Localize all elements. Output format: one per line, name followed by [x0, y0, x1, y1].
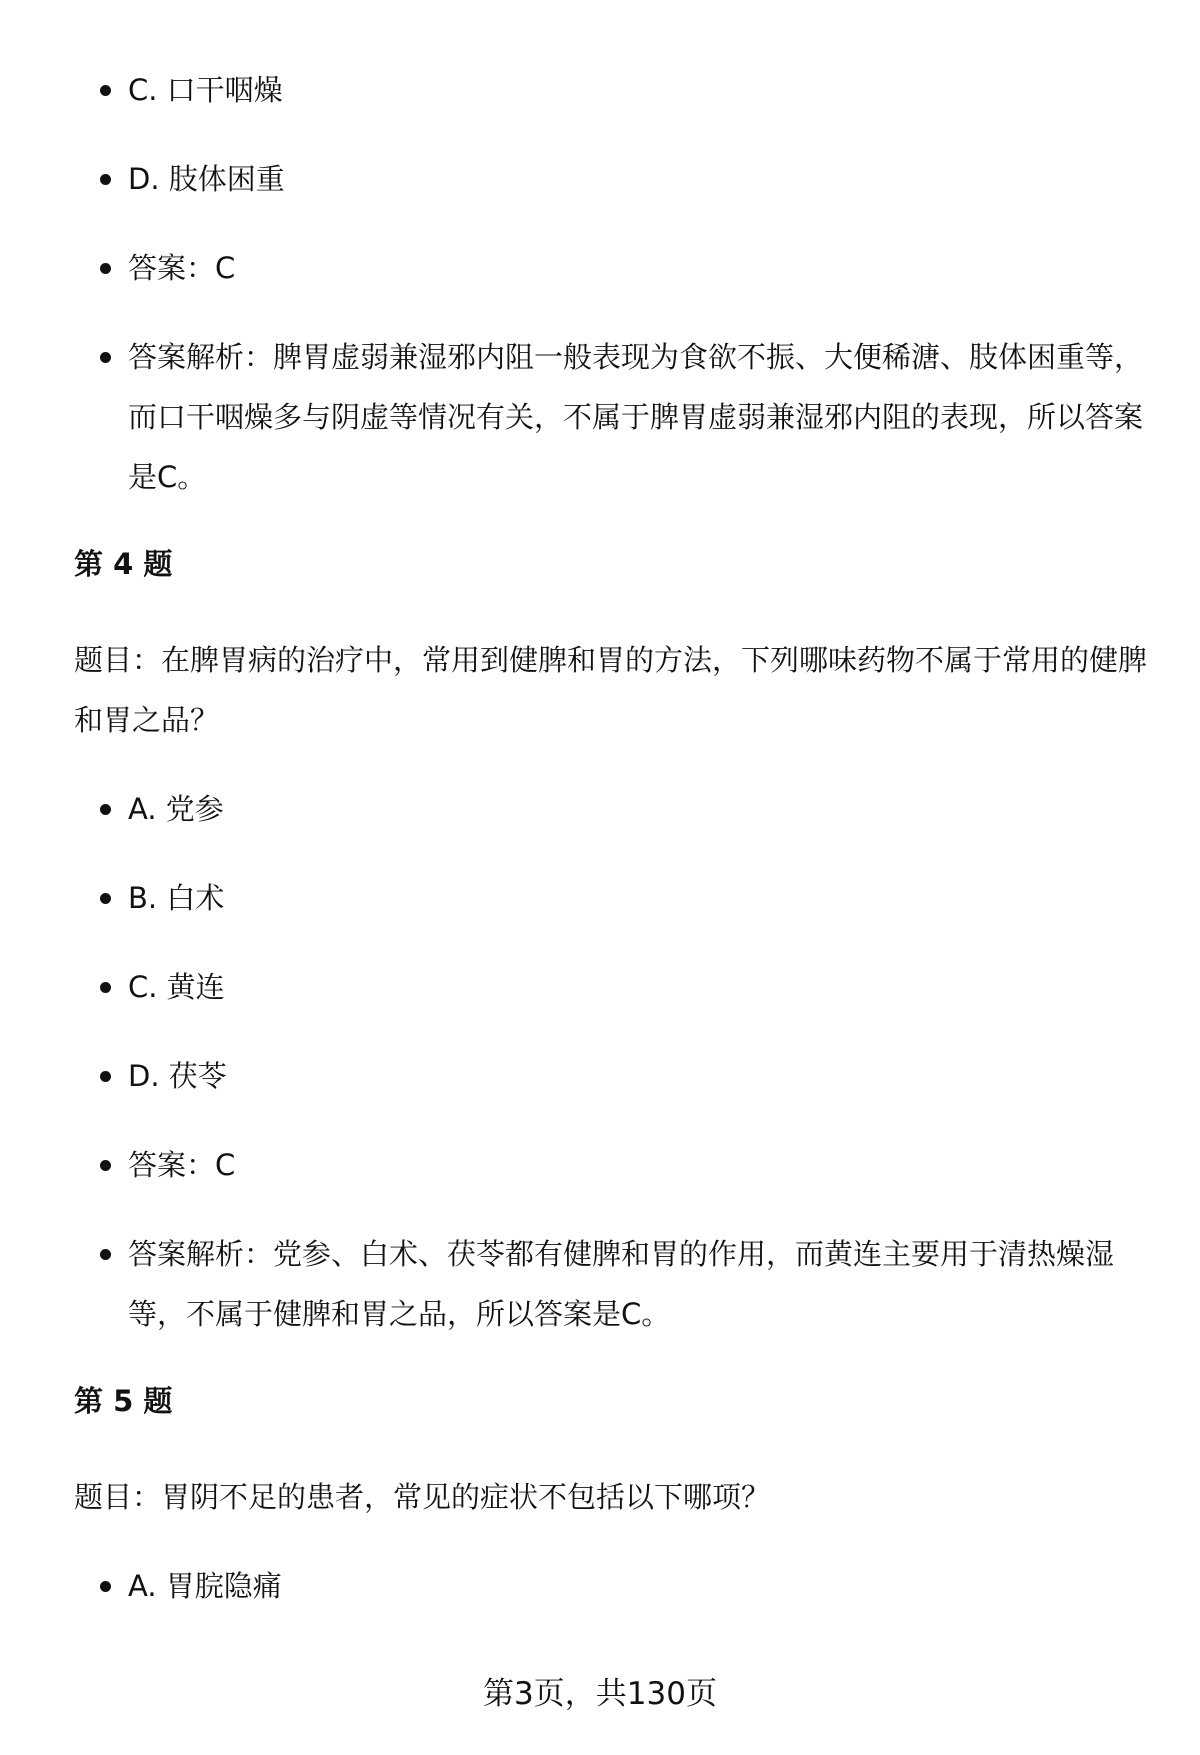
question-4-heading: 第 4 题: [74, 547, 173, 581]
answer-explanation: 答案解析：党参、白术、茯苓都有健脾和胃的作用，而黄连主要用于清热燥湿等，不属于健脾和胃之品，所以答案是C。: [74, 1224, 1154, 1344]
q4-list: [74, 779, 1154, 1344]
page-content: [74, 60, 1154, 1645]
question-5-text: 题目：胃阴不足的患者，常见的症状不包括以下哪项？: [74, 1480, 771, 1514]
option-d: D. 茯苓: [74, 1046, 1154, 1106]
option-b: B. 白术: [74, 868, 1154, 928]
question-5-heading: 第 5 题: [74, 1384, 173, 1418]
answer-explanation: 答案解析：脾胃虚弱兼湿邪内阻一般表现为食欲不振、大便稀溏、肢体困重等，而口干咽燥多与阴虚等情况有关，不属于脾胃虚弱兼湿邪内阻的表现，所以答案是C。: [74, 327, 1154, 507]
answer: 答案：C: [74, 238, 1154, 298]
q3-continued-list: [74, 60, 1154, 507]
option-a: A. 党参: [74, 779, 1154, 839]
option-d: D. 肢体困重: [74, 149, 1154, 209]
page-number-footer: 第3页，共130页: [483, 1676, 717, 1712]
option-c: C. 黄连: [74, 957, 1154, 1017]
answer: 答案：C: [74, 1135, 1154, 1195]
option-c: C. 口干咽燥: [74, 60, 1154, 120]
option-a: A. 胃脘隐痛: [74, 1556, 1154, 1616]
question-4-text: 题目：在脾胃病的治疗中，常用到健脾和胃的方法，下列哪味药物不属于常用的健脾和胃之品？: [74, 643, 1148, 737]
q5-list: [74, 1556, 1154, 1616]
